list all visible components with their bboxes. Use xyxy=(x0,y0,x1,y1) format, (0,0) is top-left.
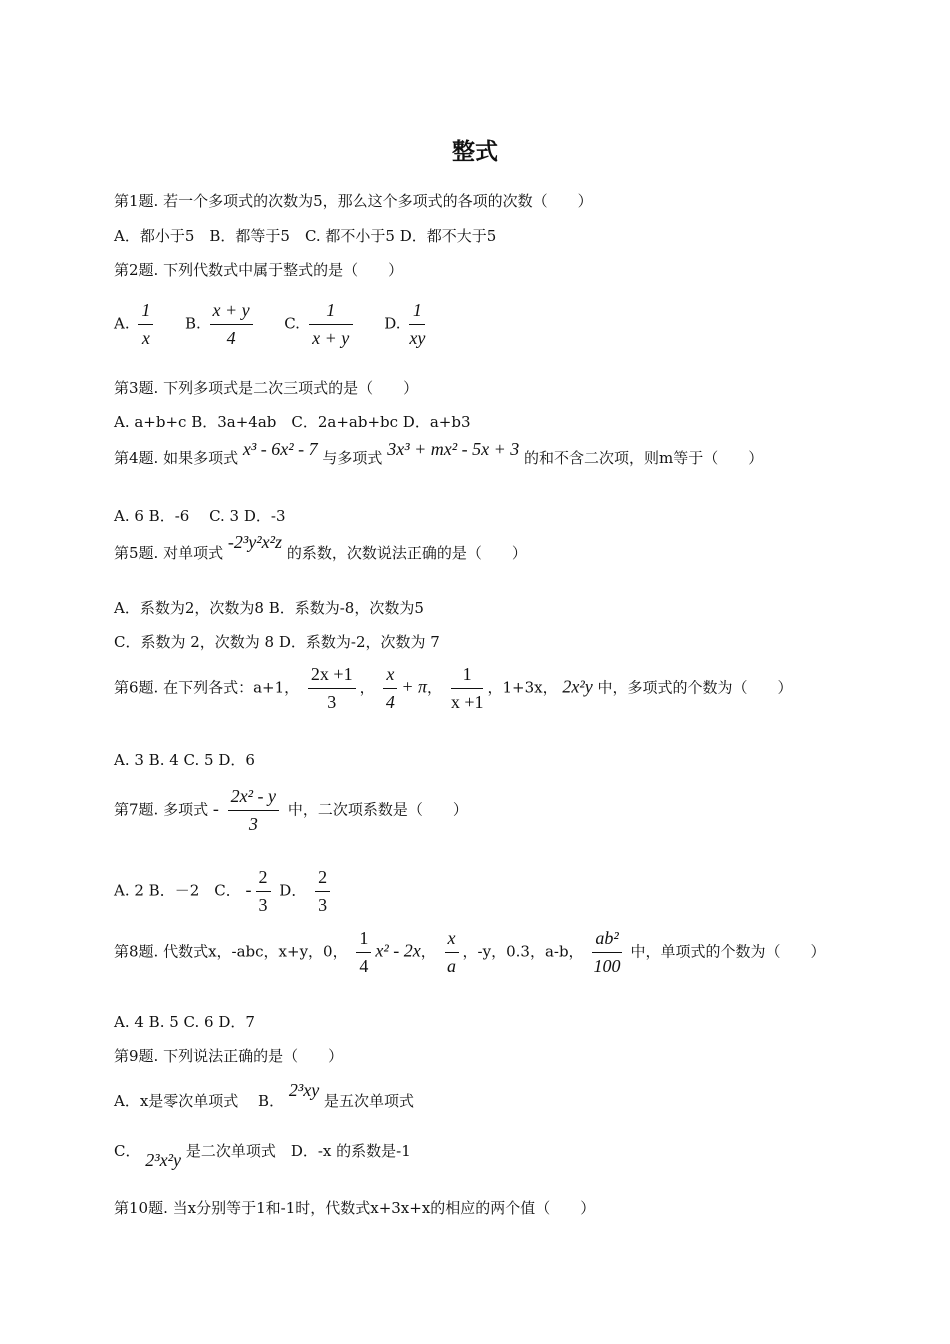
page-title: 整式 xyxy=(452,139,498,165)
question-4: 第4题. 如果多项式 x³ - 6x² - 7 与多项式 3x³ + mx² - 5x + 3 的和不含二次项，则m等于（ ） xyxy=(114,439,764,467)
fraction-1: $\frac{2x +1}{3}$ xyxy=(308,664,356,713)
fraction-2: $\frac{x}{a}$ xyxy=(445,928,459,977)
question-3-options: A. a+b+c B．3a+4ab C．2a+ab+bc D．a+b3 xyxy=(114,413,471,431)
fraction-2: $\frac{x}{4}$ xyxy=(383,664,397,713)
question-6: 第6题. 在下列各式：a+1， $\frac{2x +1}{3}$ ， $\frac{x}{4}$ + π， $\frac{1}{x +1}$ ，1+3x， 2x²y 中，多项式的个数为（ ） xyxy=(114,664,793,712)
fraction-3: $\frac{1}{x +1}$ xyxy=(450,664,484,712)
option-b-label: B. xyxy=(184,314,201,333)
question-7: 第7题. 多项式 - $\frac{\text{2x² - y}}{3}$ 中，二次项系数是（ ） xyxy=(114,786,468,834)
fraction-a: $\frac{1}{x}$ xyxy=(138,300,153,349)
question-1-options: A．都小于5 B．都等于5 C. 都不小于5 D．都不大于5 xyxy=(114,227,497,245)
question-5-options-1: A．系数为2，次数为8 B．系数为-8，次数为5 xyxy=(114,599,424,617)
polynomial-2: 3x³ + mx² - 5x + 3 xyxy=(387,439,520,459)
question-2: 第2题. 下列代数式中属于整式的是（ ） xyxy=(114,261,404,279)
fraction-c: $\frac{1}{x + y}$ xyxy=(309,300,353,349)
fraction: $\frac{\text{2x² - y}}{3}$ xyxy=(228,786,279,835)
question-2-options xyxy=(114,300,429,349)
question-1: 第1题. 若一个多项式的次数为5，那么这个多项式的各项的次数（ ） xyxy=(114,192,593,210)
expression: 2x²y xyxy=(562,676,593,697)
option-a-label: A. xyxy=(114,314,130,333)
option-c-label: C. xyxy=(284,314,300,333)
question-5: 第5题. 对单项式 -2³y²x²z 的系数，次数说法正确的是（ ） xyxy=(114,532,527,562)
question-5-options-2: C．系数为 2，次数为 8 D．系数为-2，次数为 7 xyxy=(114,633,440,651)
polynomial-1: x³ - 6x² - 7 xyxy=(242,439,318,459)
fraction-1: $\frac{1}{4}$ xyxy=(356,928,371,977)
question-9-options-2: C． 2³x²y 是二次单项式 D．-x 的系数是-1 xyxy=(114,1142,411,1170)
fraction-3: $\frac{\text{ab²}}{100}$ xyxy=(593,928,621,976)
question-3: 第3题. 下列多项式是二次三项式的是（ ） xyxy=(114,379,419,397)
question-6-options: A. 3 B. 4 C. 5 D．6 xyxy=(114,751,255,769)
question-4-options: A. 6 B．-6 C. 3 D．-3 xyxy=(114,507,286,525)
fraction-d: $\frac{2}{3}$ xyxy=(315,867,330,916)
fraction-d: $\frac{1}{xy}$ xyxy=(409,300,426,348)
expression-c: 2³x²y xyxy=(145,1150,182,1170)
expression-b: 2³xy xyxy=(288,1080,320,1100)
monomial: -2³y²x²z xyxy=(227,532,283,552)
question-8-options: A. 4 B. 5 C. 6 D．7 xyxy=(114,1013,255,1031)
question-8: 第8题. 代数式x，-abc，x+y，0， $\frac{1}{4}$ x² - 2x， $\frac{x}{a}$ ，-y，0.3，a-b， $\frac{\text{ab²}}{100}$ 中，单项式的个数为（ ） xyxy=(114,928,826,976)
option-d-label: D. xyxy=(384,314,401,333)
fraction-b: $\frac{x + y}{4}$ xyxy=(210,300,253,349)
question-9-options-1: A．x是零次单项式 B． 2³xy 是五次单项式 xyxy=(114,1080,415,1110)
question-10: 第10题. 当x分别等于1和-1时，代数式x+3x+x的相应的两个值（ ） xyxy=(114,1199,596,1217)
question-9: 第9题. 下列说法正确的是（ ） xyxy=(114,1047,344,1065)
question-7-options: A. 2 B．－2 C． - $\frac{2}{3}$ D． $\frac{2}{3}$ xyxy=(114,867,334,916)
fraction-c: $\frac{2}{3}$ xyxy=(256,867,271,916)
